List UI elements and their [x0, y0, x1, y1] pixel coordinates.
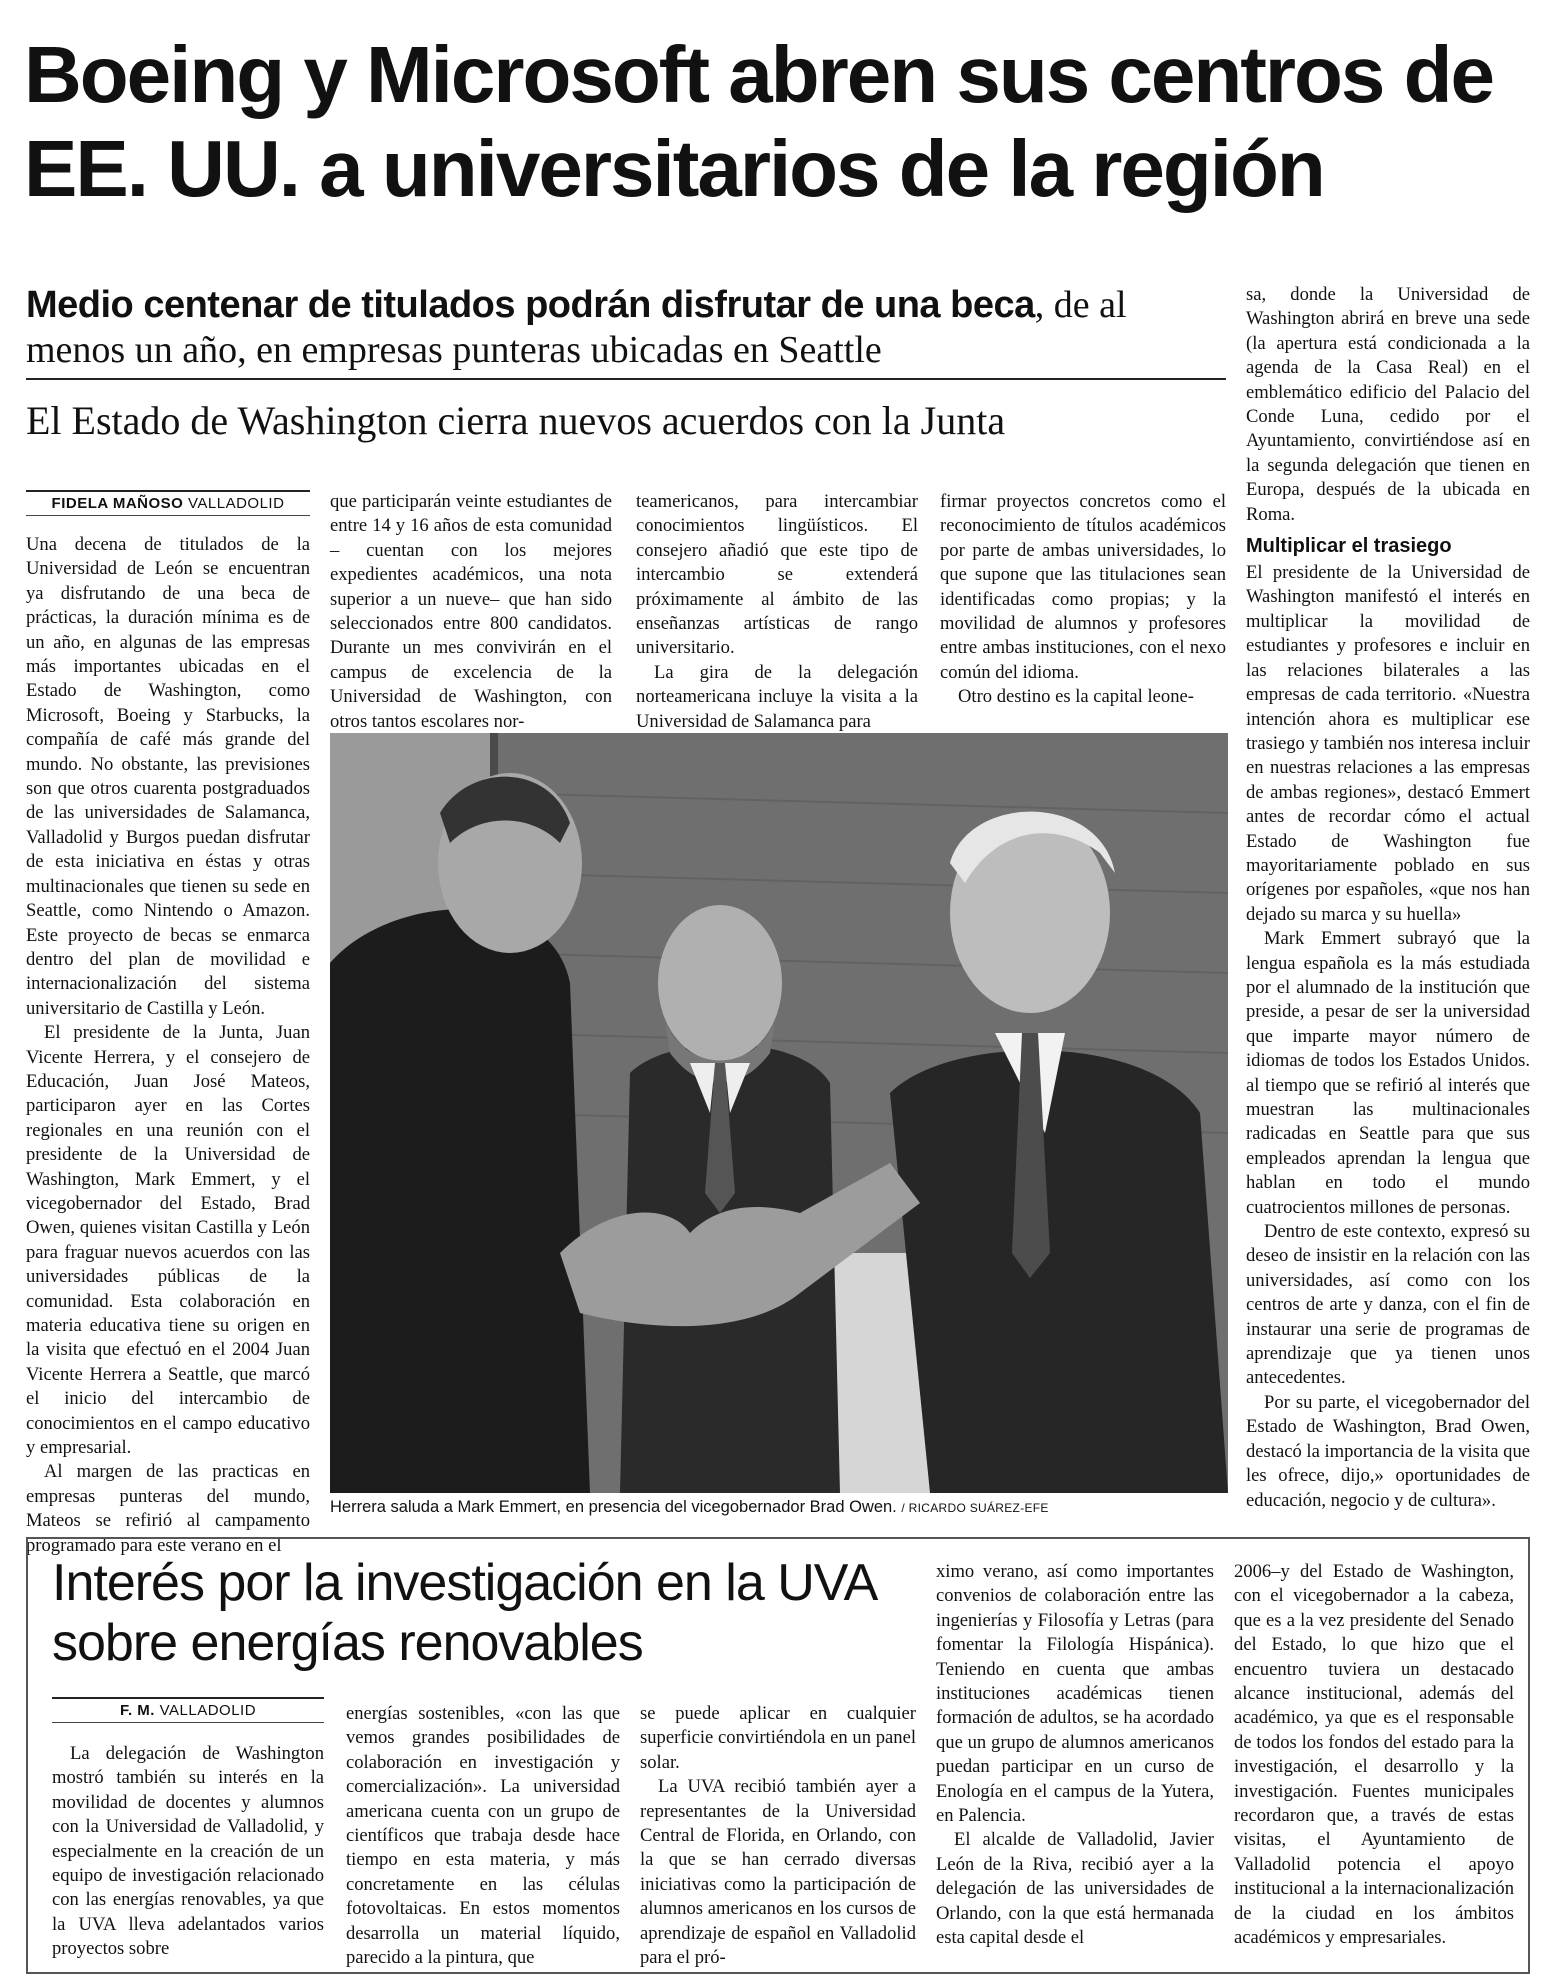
paragraph: que participarán veinte estudiantes de entre 14 y 16 años de esta comunidad – cuentan con los mejores expedientes académicos, una nota superior a un nueve– que han sido seleccionados entre 800 candidatos. Durante un mes convivirán en el campus de excelencia de la Universidad de Washington, con otros tantos escolares nor- [330, 491, 612, 732]
paragraph: teamericanos, para intercambiar conocimientos lingüísticos. El consejero añadió que este tipo de intercambio se extenderá próximamente al ámbito de las enseñanzas artísticas de rango universitario. [636, 491, 918, 659]
subheadline-rest: , de al menos un año, en empresas punteras ubicadas en Seattle [26, 284, 1127, 371]
paragraph: Una decena de titulados de la Universidad de León se encuentran ya disfrutando de una beca de prácticas, la duración mínima es de un año, en algunas de las empresas más importantes ubicadas en el Estado de Washington, como Microsoft, Boeing y Starbucks, la compañía de café más grande del mundo. No obstante, las previsiones son que otros cuarenta postgraduados de las universidades de Salamanca, Valladolid y Burgos puedan disfrutar de esta iniciativa en éstas y otras multinacionales que tienen su sede en Seattle, como Nintendo o Amazon. Este proyecto de becas se enmarca dentro del plan de movilidad e internacionalización del sistema universitario de Castilla y León. [26, 534, 310, 1019]
article-column-4 [940, 490, 1226, 710]
article-subheadline [26, 283, 1226, 373]
news-photo [330, 733, 1228, 1493]
sidebar-column-4 [936, 1560, 1214, 1951]
paragraph: La UVA recibió también ayer a representantes de la Universidad Central de Florida, en Orlando, con la que se han cerrado diversas iniciativas como la participación de alumnos americanos en los cursos de aprendizaje de español en Valladolid para el pró- [640, 1776, 916, 1969]
section-subhead: Multiplicar el trasiego [1246, 535, 1452, 558]
paragraph: 2006–y del Estado de Washington, con el vicegobernador a la cabeza, que es a la vez presidente del Senado del Estado, lo que hizo que el encuentro tuviera un destacado alcance institucional, además del académico, ya que es el responsable de todos los fondos del estado para la investigación, el desarrollo y la investigación. Fuentes municipales recordaron que, a través de estas visitas, el Ayuntamiento de Valladolid potencia el apoyo institucional a la internacionalización de la ciudad en los ámbitos académicos y empresariales. [1234, 1561, 1514, 1949]
photo-handshake-illustration [330, 733, 1228, 1493]
paragraph: Mark Emmert subrayó que la lengua española es la más estudiada por el alumnado de la institución que preside, a pesar de ser la universidad que imparte mayor número de idiomas de todos los Estados Unidos. al tiempo que se refirió al interés que muestran las multinacionales radicadas en Seattle para que sus empleados aprendan la lengua que hablan en todo el mundo cuatrocientos millones de personas. [1246, 928, 1530, 1218]
article-column-1 [26, 533, 310, 1558]
paragraph: El alcalde de Valladolid, Javier León de la Riva, recibió ayer a la delegación de las universidades de Orlando, con la que está hermanada esta capital desde el [936, 1829, 1214, 1949]
paragraph: sa, donde la Universidad de Washington abrirá en breve una sede (la apertura está condicionada a la agenda de la Casa Real) en el emblemático edificio del Palacio del Conde Luna, cedido por el Ayuntamiento, convirtiéndose así en la segunda delegación que tienen en Europa, después de la ubicada en Roma. [1246, 284, 1530, 525]
byline-place: VALLADOLID [188, 495, 285, 512]
photo-credit: / RICARDO SUÁREZ-EFE [901, 1501, 1049, 1515]
byline-author: FIDELA MAÑOSO [51, 495, 184, 512]
paragraph: ximo verano, así como importantes convenios de colaboración entre las ingenierías y Filosofía y Letras (para fomentar la Filología Hispánica). Teniendo en cuenta que ambas instituciones académicas tienen formación de adultos, se ha acordado que un grupo de alumnos americanos puedan participar en un curso de Enología en el campus de la Yutera, en Palencia. [936, 1561, 1214, 1827]
paragraph: La delegación de Washington mostró también su interés en la movilidad de docentes y alumnos con la Universidad de Valladolid, y especialmente en la creación de un equipo de investigación relacionado con las energías renovables, ya que la UVA lleva adelantados varios proyectos sobre [52, 1743, 324, 1960]
article-column-5 [1246, 283, 1530, 1513]
article-column-2 [330, 490, 612, 734]
sidebar-headline: Interés por la investigación en la UVA sobre energías renovables [52, 1554, 875, 1672]
sidebar-byline-place: VALLADOLID [159, 1702, 257, 1719]
sidebar-byline [52, 1697, 324, 1723]
paragraph: firmar proyectos concretos como el reconocimiento de títulos académicos por parte de ambas universidades, lo que supone que las titulaciones sean identificadas como propias; y la movilidad de alumnos y profesores entre ambas instituciones, con el nexo común del idioma. [940, 491, 1226, 683]
paragraph: La gira de la delegación norteamericana incluye la visita a la Universidad de Salamanca para [636, 661, 918, 732]
kicker-divider [26, 378, 1226, 380]
paragraph: Otro destino es la capital leone- [958, 686, 1194, 708]
paragraph: Al margen de las practicas en empresas punteras del mundo, Mateos se refirió al campamento programado para este verano en el [26, 1461, 310, 1556]
sidebar-column-1 [52, 1742, 324, 1962]
paragraph: Dentro de este contexto, expresó su deseo de insistir en la relación con las universidades, así como con los centros de arte y danza, con el fin de instaurar una serie de programas de aprendizaje que ya tienen unos antecedentes. [1246, 1221, 1530, 1389]
byline [26, 490, 310, 516]
sidebar-column-3 [640, 1702, 916, 1970]
caption-text: Herrera saluda a Mark Emmert, en presencia del vicegobernador Brad Owen. [330, 1498, 897, 1516]
sidebar-column-5 [1234, 1560, 1514, 1951]
sidebar-column-2 [346, 1702, 620, 1970]
paragraph: energías sostenibles, «con las que vemos grandes posibilidades de colaboración en investigación y comercialización». La universidad americana cuenta con un grupo de científicos que trabaja desde hace tiempo en esta materia, y más concretamente en las células fotovoltaicas. En estos momentos desarrolla un material líquido, parecido a la pintura, que [346, 1703, 620, 1969]
photo-caption [330, 1498, 1228, 1517]
sidebar-byline-author: F. M. [119, 1702, 155, 1719]
article-headline: Boeing y Microsoft abren sus centros de EE. UU. a universitarios de la región [24, 30, 1493, 213]
article-secondary-headline: El Estado de Washington cierra nuevos acuerdos con la Junta [26, 398, 1006, 443]
paragraph: se puede aplicar en cualquier superficie convirtiéndola en un panel solar. [640, 1703, 916, 1773]
paragraph: El presidente de la Universidad de Washington manifestó el interés en multiplicar la movilidad de estudiantes y profesores e incluir en las relaciones bilaterales a las empresas de cada territorio. «Nuestra intención ahora es multiplicar ese trasiego y también nos interesa incluir en nuestras relaciones a las empresas de ambas regiones», destacó Emmert antes de recordar cómo el actual Estado de Washington fue mayoritariamente poblado en sus orígenes por españoles, «que nos han dejado su marca y su huella» [1246, 562, 1530, 925]
paragraph: Por su parte, el vicegobernador del Estado de Washington, Brad Owen, destacó la importancia de la visita que les ofrece, dijo,» oportunidades de educación, negocio y de cultura». [1246, 1391, 1530, 1511]
subheadline-bold: Medio centenar de titulados podrán disfrutar de una beca [26, 284, 1035, 326]
paragraph: El presidente de la Junta, Juan Vicente Herrera, y el consejero de Educación, Juan José Mateos, participaron ayer en las Cortes regionales en una reunión con el presidente de la Universidad de Washington, Mark Emmert, y el vicegobernador del Estado, Brad Owen, quienes visitan Castilla y León para fraguar nuevos acuerdos con las universidades públicas de la comunidad. Esta colaboración en materia educativa tiene su origen en la visita que efectuó en el 2004 Juan Vicente Herrera a Seattle, que marcó el inicio del intercambio de conocimientos en el campo educativo y empresarial. [26, 1022, 310, 1459]
article-column-3 [636, 490, 918, 734]
